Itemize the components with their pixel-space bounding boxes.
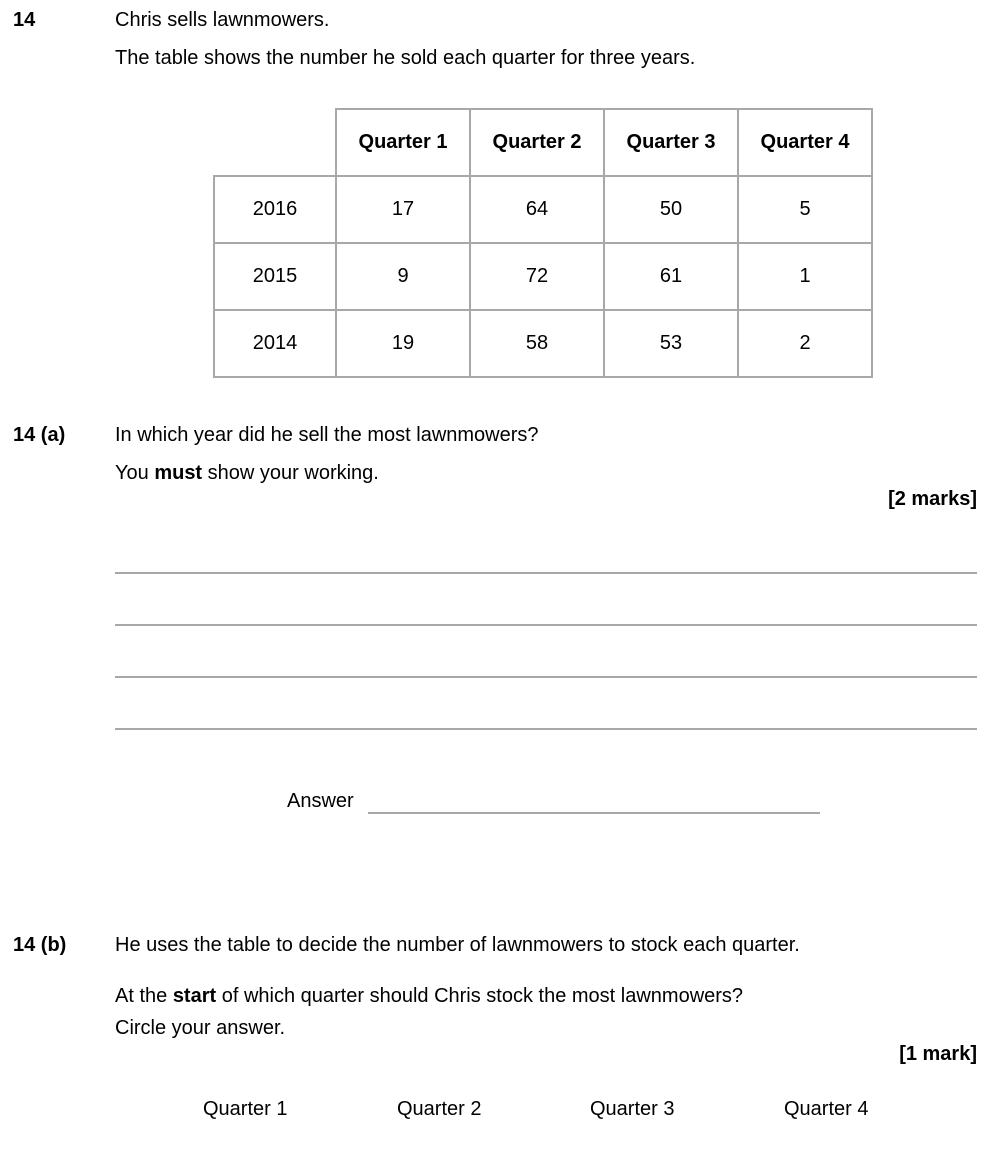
working-line[interactable]	[115, 728, 977, 730]
part-a-instruction-bold: must	[154, 462, 203, 484]
part-b-line-2-pre: At the	[115, 985, 173, 1007]
table-cell: 53	[604, 310, 738, 377]
lawnmower-sales-table	[213, 108, 873, 378]
part-a-instruction-pre: You	[115, 462, 155, 484]
working-line[interactable]	[115, 624, 977, 626]
intro-text-2: The table shows the number he sold each quarter for three years.	[115, 47, 696, 69]
table-year-cell: 2016	[214, 176, 336, 243]
answer-label: Answer	[287, 790, 354, 812]
table-cell: 64	[470, 176, 604, 243]
table-header-row	[214, 109, 872, 176]
table-row	[214, 243, 872, 310]
table-cell: 5	[738, 176, 872, 243]
working-line[interactable]	[115, 676, 977, 678]
table-header-cell: Quarter 1	[336, 109, 470, 176]
intro-text-1: Chris sells lawnmowers.	[115, 9, 330, 31]
part-a-marks: [2 marks]	[888, 488, 977, 510]
table-cell: 19	[336, 310, 470, 377]
option-quarter-4[interactable]: Quarter 4	[784, 1098, 869, 1120]
question-number: 14	[13, 9, 36, 31]
table-cell: 61	[604, 243, 738, 310]
part-b-marks: [1 mark]	[899, 1043, 977, 1065]
part-b-line-2-bold: start	[172, 985, 217, 1007]
table-cell: 58	[470, 310, 604, 377]
option-quarter-3[interactable]: Quarter 3	[590, 1098, 675, 1120]
table-cell: 72	[470, 243, 604, 310]
working-line[interactable]	[115, 572, 977, 574]
part-b-line-2-post: of which quarter should Chris stock the most lawnmowers?	[216, 985, 744, 1007]
part-a-instruction	[115, 462, 379, 485]
answer-line[interactable]	[368, 812, 820, 814]
table-cell: 2	[738, 310, 872, 377]
part-a-instruction-post: show your working.	[202, 462, 379, 484]
table-cell: 1	[738, 243, 872, 310]
table-corner-cell	[214, 109, 336, 176]
table-row	[214, 310, 872, 377]
part-b-line-2	[115, 985, 743, 1008]
option-quarter-2[interactable]: Quarter 2	[397, 1098, 482, 1120]
part-b-question: He uses the table to decide the number of lawnmowers to stock each quarter.	[115, 934, 800, 956]
table-header-cell: Quarter 4	[738, 109, 872, 176]
part-a-question: In which year did he sell the most lawnmowers?	[115, 424, 539, 446]
part-a-label: 14 (a)	[13, 424, 66, 446]
table-cell: 50	[604, 176, 738, 243]
table-year-cell: 2014	[214, 310, 336, 377]
table-cell: 9	[336, 243, 470, 310]
table-header-cell: Quarter 3	[604, 109, 738, 176]
table-header-cell: Quarter 2	[470, 109, 604, 176]
table-cell: 17	[336, 176, 470, 243]
part-b-label: 14 (b)	[13, 934, 67, 956]
option-quarter-1[interactable]: Quarter 1	[203, 1098, 288, 1120]
table-row	[214, 176, 872, 243]
table-year-cell: 2015	[214, 243, 336, 310]
part-b-instruction: Circle your answer.	[115, 1017, 286, 1039]
